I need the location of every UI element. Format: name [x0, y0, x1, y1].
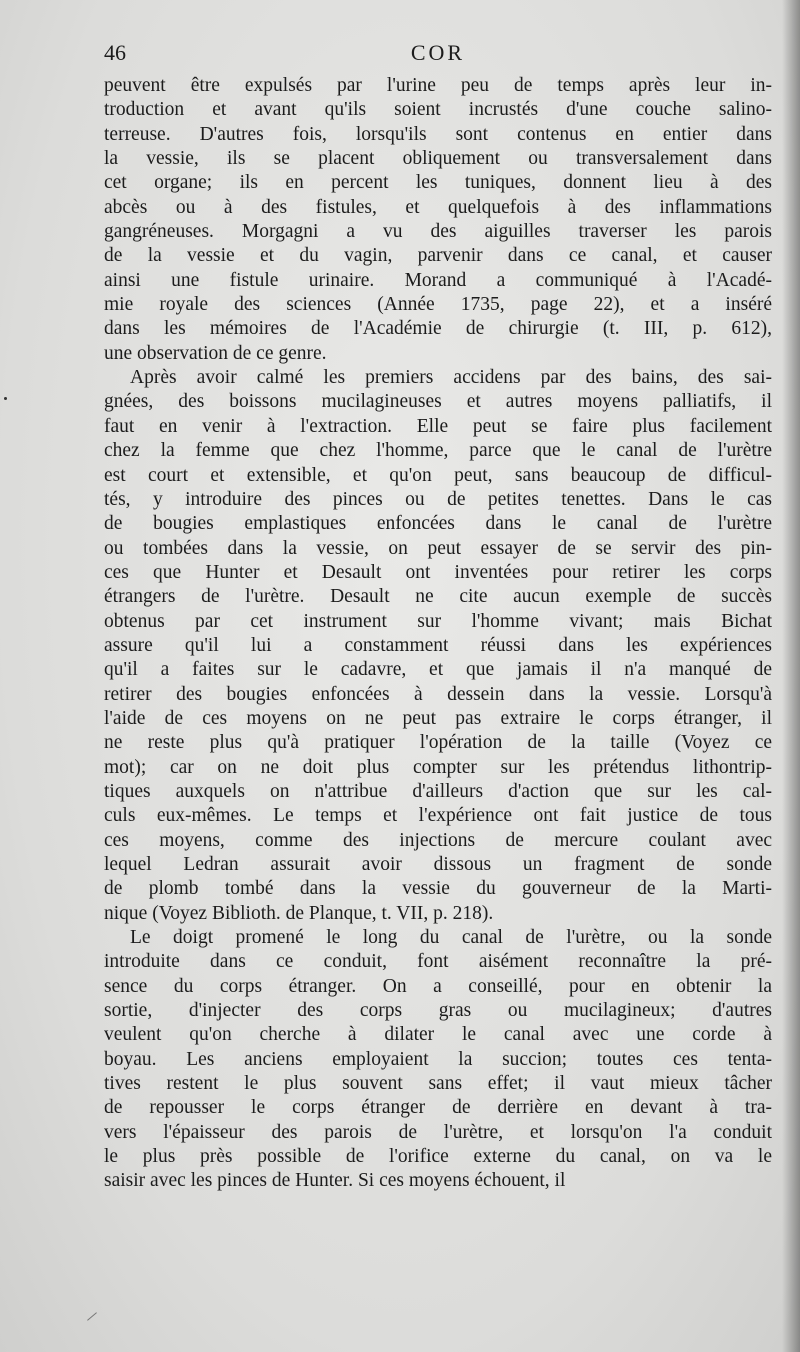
text-line: introduite dans ce conduit, font aisément reconnaître la pré-: [104, 951, 772, 973]
text-line: gangréneuses. Morgagni a vu des aiguilles traverser les parois: [104, 221, 772, 243]
text-line: tives restent le plus souvent sans effet; il vaut mieux tâcher: [104, 1073, 772, 1095]
text-line: abcès ou à des fistules, et quelquefois à des inflammations: [104, 196, 772, 218]
page-edge-shadow: [782, 0, 800, 1352]
paragraph-2: [104, 366, 772, 926]
text-line: tés, y introduire des pinces ou de petites tenettes. Dans le cas: [104, 488, 772, 510]
text-line: ainsi une fistule urinaire. Morand a communiqué à l'Acadé-: [104, 269, 772, 291]
text-line: lequel Ledran assurait avoir dissous un fragment de sonde: [104, 854, 772, 875]
text-line: terreuse. D'autres fois, lorsqu'ils sont contenus en entier dans: [104, 123, 772, 145]
page-header: [104, 40, 772, 72]
text-line: mot); car on ne doit plus compter sur les prétendus lithontrip-: [104, 756, 772, 778]
text-line: mie royale des sciences (Année 1735, page 22), et a inséré: [104, 294, 772, 316]
text-line: assure qu'il lui a constamment réussi dans les expériences: [104, 634, 772, 656]
text-line: veulent qu'on cherche à dilater le canal avec une corde à: [104, 1024, 772, 1046]
text-line: ces que Hunter et Desault ont inventées pour retirer les corps: [104, 561, 772, 583]
text-line: ou tombées dans la vessie, on peut essayer de se servir des pin-: [104, 537, 772, 559]
text-line: retirer des bougies enfoncées à dessein dans la vessie. Lorsqu'à: [104, 683, 772, 705]
margin-speck: [4, 397, 7, 400]
text-line: cet organe; ils en percent les tuniques, donnent lieu à des: [104, 172, 772, 194]
text-line: chez la femme que chez l'homme, parce que le canal de l'urètre: [104, 440, 772, 462]
text-line: la vessie, ils se placent obliquement ou transversalement dans: [104, 148, 772, 170]
text-line: ne reste plus qu'à pratiquer l'opération de la taille (Voyez ce: [104, 732, 772, 754]
body-text: [104, 74, 772, 1194]
text-line: nique (Voyez Biblioth. de Planque, t. VII, p. 218).: [104, 902, 494, 924]
text-line: est court et extensible, et qu'on peut, sans beaucoup de difficul-: [104, 464, 772, 486]
corner-mark: [87, 1312, 97, 1320]
text-line: l'aide de ces moyens on ne peut pas extraire le corps étranger, il: [104, 707, 772, 729]
text-line: de plomb tombé dans la vessie du gouverneur de la Marti-: [104, 878, 772, 900]
text-line: sortie, d'injecter des corps gras ou mucilagineux; d'autres: [104, 1000, 772, 1022]
text-line: tiques auxquels on n'attribue d'ailleurs d'action que sur les cal-: [104, 780, 772, 802]
text-line: boyau. Les anciens employaient la succion; toutes ces tenta-: [104, 1048, 772, 1070]
text-line: ces moyens, comme des injections de mercure coulant avec: [104, 829, 772, 851]
text-line: de repousser le corps étranger de derrière en devant à tra-: [104, 1097, 772, 1119]
text-line: une observation de ce genre.: [104, 342, 327, 364]
text-line: Le doigt promené le long du canal de l'urètre, ou la sonde: [130, 927, 772, 949]
paragraph-1: [104, 74, 772, 366]
text-line: troduction et avant qu'ils soient incrustés d'une couche salino-: [104, 99, 772, 121]
page-number: 46: [104, 40, 126, 65]
running-head: COR: [410, 40, 466, 65]
text-line: obtenus par cet instrument sur l'homme vivant; mais Bichat: [104, 610, 772, 632]
text-line: vers l'épaisseur des parois de l'urètre, et lorsqu'on l'a conduit: [104, 1121, 772, 1143]
text-line: dans les mémoires de l'Académie de chirurgie (t. III, p. 612),: [104, 318, 772, 340]
text-line: gnées, des boissons mucilagineuses et autres moyens palliatifs, il: [104, 391, 772, 413]
text-line: Après avoir calmé les premiers accidens par des bains, des sai-: [130, 367, 772, 389]
paragraph-3: [104, 926, 772, 1194]
text-line: sence du corps étranger. On a conseillé, pour en obtenir la: [104, 975, 772, 997]
text-line: saisir avec les pinces de Hunter. Si ces moyens échouent, il: [104, 1170, 566, 1192]
text-line: étrangers de l'urètre. Desault ne cite aucun exemple de succès: [104, 586, 772, 608]
text-line: faut en venir à l'extraction. Elle peut se faire plus facilement: [104, 415, 772, 437]
text-line: de bougies emplastiques enfoncées dans le canal de l'urètre: [104, 513, 772, 535]
text-line: peuvent être expulsés par l'urine peu de temps après leur in-: [104, 75, 772, 96]
text-line: qu'il a faites sur le cadavre, et que jamais il n'a manqué de: [104, 659, 772, 681]
text-line: culs eux-mêmes. Le temps et l'expérience ont fait justice de tous: [104, 805, 772, 827]
text-line: de la vessie et du vagin, parvenir dans ce canal, et causer: [104, 245, 772, 267]
text-line: le plus près possible de l'orifice externe du canal, on va le: [104, 1146, 772, 1168]
